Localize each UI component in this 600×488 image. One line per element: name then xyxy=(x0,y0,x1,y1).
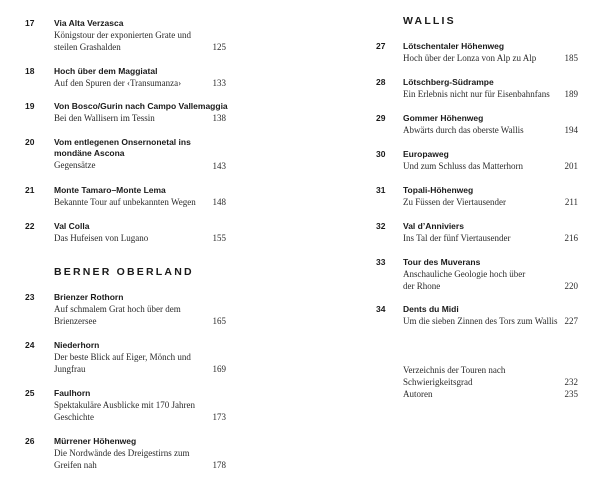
tour-number: 17 xyxy=(25,18,35,28)
tour-title: Via Alta Verzasca xyxy=(54,18,124,28)
page-number: 143 xyxy=(212,161,226,171)
page-number: 189 xyxy=(564,89,578,99)
tour-subtitle: Auf schmalem Grat hoch über dem xyxy=(54,304,181,314)
page-number: 216 xyxy=(564,233,578,243)
tour-title-continued: mondäne Ascona xyxy=(54,148,125,158)
tour-title: Dents du Midi xyxy=(403,304,459,314)
tour-title: Niederhorn xyxy=(54,340,100,350)
page-number: 165 xyxy=(212,316,226,326)
tour-subtitle: Bekannte Tour auf unbekannten Wegen xyxy=(54,197,196,207)
tour-subtitle: Abwärts durch das oberste Wallis xyxy=(403,125,524,135)
page-number: 173 xyxy=(212,412,226,422)
tour-subtitle: der Rhone xyxy=(403,281,441,291)
tour-number: 26 xyxy=(25,436,35,446)
tour-number: 24 xyxy=(25,340,35,350)
tour-number: 21 xyxy=(25,185,35,195)
tour-subtitle: Gegensätze xyxy=(54,160,96,170)
page-number: 194 xyxy=(564,125,578,135)
appendix-title: Autoren xyxy=(403,389,433,399)
page-number: 133 xyxy=(212,78,226,88)
page-number: 138 xyxy=(212,113,226,123)
page-number: 178 xyxy=(212,460,226,470)
tour-number: 34 xyxy=(376,304,386,314)
tour-title: Lötschberg-Südrampe xyxy=(403,77,494,87)
section-heading-berner-oberland: BERNER OBERLAND xyxy=(54,266,194,278)
tour-title: Europaweg xyxy=(403,149,449,159)
tour-title: Monte Tamaro–Monte Lema xyxy=(54,185,166,195)
tour-subtitle: Um die sieben Zinnen des Tors zum Wallis xyxy=(403,316,558,326)
tour-number: 20 xyxy=(25,137,35,147)
tour-title: Brienzer Rothorn xyxy=(54,292,124,302)
page-number: 169 xyxy=(212,364,226,374)
tour-subtitle: Brienzersee xyxy=(54,316,97,326)
tour-number: 22 xyxy=(25,221,35,231)
section-heading-wallis: WALLIS xyxy=(403,15,456,27)
page-number: 232 xyxy=(564,377,578,387)
tour-subtitle: Zu Füssen der Viertausender xyxy=(403,197,507,207)
tour-subtitle: Die Nordwände des Dreigestirns zum xyxy=(54,448,190,458)
tour-number: 33 xyxy=(376,257,386,267)
page-number: 201 xyxy=(564,161,578,171)
page-number: 235 xyxy=(564,389,578,399)
appendix-title: Verzeichnis der Touren nach xyxy=(403,365,506,375)
tour-subtitle: Bei den Wallisern im Tessin xyxy=(54,113,155,123)
page-number: 125 xyxy=(212,42,226,52)
tour-number: 19 xyxy=(25,101,35,111)
tour-subtitle: Geschichte xyxy=(54,412,94,422)
page-number: 155 xyxy=(212,233,226,243)
page-number: 227 xyxy=(564,316,578,326)
tour-subtitle: Und zum Schluss das Matterhorn xyxy=(403,161,523,171)
tour-number: 27 xyxy=(376,41,386,51)
tour-subtitle: Anschauliche Geologie hoch über xyxy=(403,269,526,279)
tour-subtitle: Ins Tal der fünf Viertausender xyxy=(403,233,511,243)
tour-title: Mürrener Höhenweg xyxy=(54,436,137,446)
tour-number: 29 xyxy=(376,113,386,123)
tour-title: Hoch über dem Maggiatal xyxy=(54,66,158,76)
page-number: 185 xyxy=(564,53,578,63)
tour-subtitle: Königstour der exponierten Grate und xyxy=(54,30,191,40)
tour-title: Tour des Muverans xyxy=(403,257,481,267)
tour-title: Lötschentaler Höhenweg xyxy=(403,41,505,51)
tour-number: 31 xyxy=(376,185,386,195)
tour-title: Vom entlegenen Onsernonetal ins xyxy=(54,137,191,147)
page-number: 211 xyxy=(564,197,578,207)
tour-number: 25 xyxy=(25,388,35,398)
appendix-title: Schwierigkeitsgrad xyxy=(403,377,473,387)
tour-subtitle: Spektakuläre Ausblicke mit 170 Jahren xyxy=(54,400,195,410)
tour-subtitle: Hoch über der Lonza von Alp zu Alp xyxy=(403,53,537,63)
tour-title: Topali-Höhenweg xyxy=(403,185,474,195)
page-number: 220 xyxy=(564,281,578,291)
tour-subtitle: Der beste Blick auf Eiger, Mönch und xyxy=(54,352,191,362)
tour-subtitle: Auf den Spuren der ‹Transumanza› xyxy=(54,78,182,88)
tour-title: Gommer Höhenweg xyxy=(403,113,484,123)
tour-subtitle: Das Hufeisen von Lugano xyxy=(54,233,149,243)
tour-subtitle: Ein Erlebnis nicht nur für Eisenbahnfans xyxy=(403,89,550,99)
tour-title: Val d’Anniviers xyxy=(403,221,464,231)
tour-title: Faulhorn xyxy=(54,388,91,398)
tour-subtitle: Greifen nah xyxy=(54,460,97,470)
tour-number: 23 xyxy=(25,292,35,302)
tour-subtitle: steilen Grashalden xyxy=(54,42,121,52)
tour-number: 18 xyxy=(25,66,35,76)
tour-title: Val Colla xyxy=(54,221,90,231)
tour-title: Von Bosco/Gurin nach Campo Vallemaggia xyxy=(54,101,228,111)
page-number: 148 xyxy=(212,197,226,207)
tour-number: 28 xyxy=(376,77,386,87)
tour-number: 30 xyxy=(376,149,386,159)
tour-number: 32 xyxy=(376,221,386,231)
tour-subtitle: Jungfrau xyxy=(54,364,86,374)
